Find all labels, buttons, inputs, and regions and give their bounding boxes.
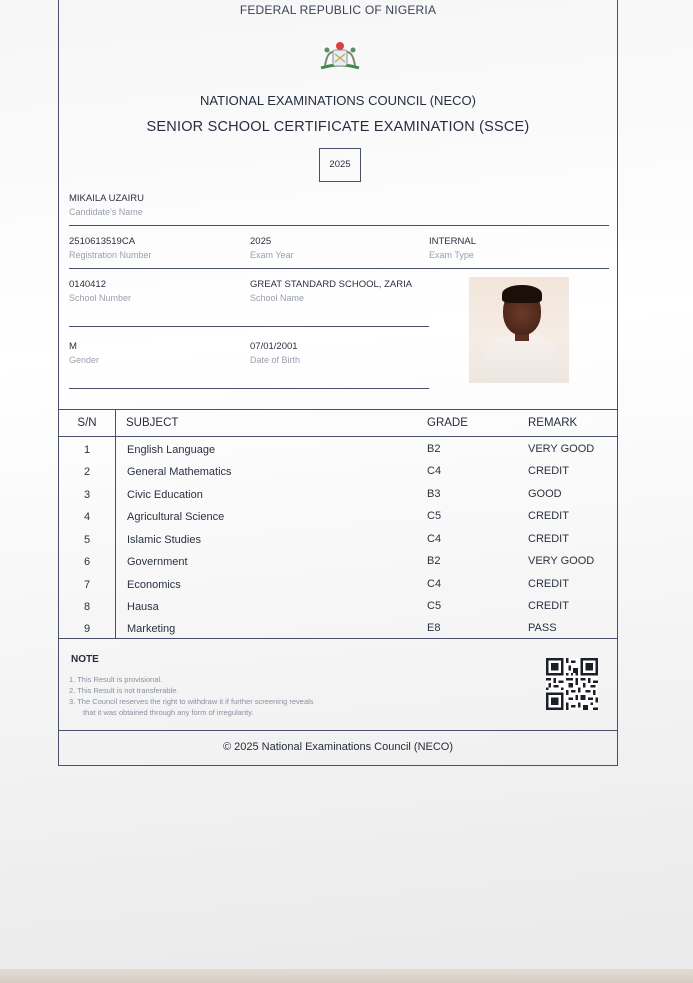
row-remark: CREDIT	[528, 600, 569, 612]
exam-type: INTERNAL	[429, 236, 476, 247]
row-grade: B2	[427, 555, 441, 567]
table-column-divider	[115, 409, 116, 638]
footer-divider	[59, 730, 617, 731]
council-title: NATIONAL EXAMINATIONS COUNCIL (NECO)	[200, 93, 476, 108]
column-header-grade: GRADE	[427, 417, 468, 429]
row-sn: 5	[83, 534, 91, 546]
school-name: GREAT STANDARD SCHOOL, ZARIA	[250, 279, 413, 290]
row-subject: English Language	[127, 444, 216, 456]
row-grade: B2	[427, 443, 441, 455]
row-sn: 7	[83, 579, 91, 591]
column-header-subject: SUBJECT	[126, 417, 179, 429]
row-grade: C4	[427, 533, 442, 545]
row-sn: 3	[83, 489, 91, 501]
row-remark: CREDIT	[528, 510, 569, 522]
date-of-birth: 07/01/2001	[250, 341, 298, 352]
row-subject: Islamic Studies	[127, 534, 201, 546]
row-grade: C4	[427, 578, 442, 590]
year-box: 2025	[319, 148, 361, 182]
column-header-sn: S/N	[77, 417, 97, 429]
coat-of-arms-icon	[317, 38, 363, 72]
registration-number-label: Registration Number	[69, 250, 152, 260]
exam-title: SENIOR SCHOOL CERTIFICATE EXAMINATION (SSCE)	[146, 119, 530, 135]
exam-type-label: Exam Type	[429, 250, 474, 260]
school-name-label: School Name	[250, 293, 305, 303]
school-number-label: School Number	[69, 293, 132, 303]
row-sn: 2	[83, 466, 91, 478]
table-header-border	[59, 436, 617, 437]
exam-year: 2025	[250, 236, 272, 247]
divider	[69, 326, 429, 327]
row-subject: Marketing	[127, 623, 176, 635]
row-grade: C5	[427, 510, 442, 522]
exam-year-label: Exam Year	[250, 250, 294, 260]
row-sn: 1	[83, 444, 91, 456]
column-header-remark: REMARK	[528, 417, 578, 429]
row-sn: 8	[83, 601, 91, 613]
qr-code-icon	[546, 658, 598, 710]
gender-label: Gender	[69, 355, 100, 365]
row-sn: 6	[83, 556, 91, 568]
row-remark: PASS	[528, 622, 557, 634]
gender: M	[69, 341, 77, 352]
divider	[69, 225, 609, 226]
row-remark: VERY GOOD	[528, 555, 595, 567]
certificate-frame	[58, 0, 618, 766]
country-heading: FEDERAL REPUBLIC OF NIGERIA	[239, 3, 437, 17]
row-remark: CREDIT	[528, 578, 569, 590]
divider	[69, 388, 429, 389]
date-of-birth-label: Date of Birth	[250, 355, 301, 365]
table-top-border	[59, 409, 617, 410]
row-subject: Economics	[127, 579, 181, 591]
row-grade: C5	[427, 600, 442, 612]
row-grade: E8	[427, 622, 441, 634]
table-bottom-border	[59, 638, 617, 639]
candidate-photo	[469, 277, 569, 383]
row-remark: VERY GOOD	[528, 443, 595, 455]
row-remark: CREDIT	[528, 465, 569, 477]
row-sn: 9	[83, 623, 91, 635]
registration-number: 2510613519CA	[69, 236, 136, 247]
footer-copyright: © 2025 National Examinations Council (NECO)	[222, 741, 454, 753]
row-grade: C4	[427, 465, 442, 477]
row-remark: GOOD	[528, 488, 562, 500]
note-item: that it was obtained through any form of irregularity.	[83, 708, 254, 717]
row-subject: General Mathematics	[127, 466, 232, 478]
row-remark: CREDIT	[528, 533, 569, 545]
row-subject: Hausa	[127, 601, 159, 613]
divider	[69, 268, 609, 269]
row-subject: Agricultural Science	[127, 511, 225, 523]
school-number: 0140412	[69, 279, 106, 290]
row-sn: 4	[83, 511, 91, 523]
row-grade: B3	[427, 488, 441, 500]
note-item: 2. This Result is not transferable.	[69, 686, 179, 695]
row-subject: Civic Education	[127, 489, 203, 501]
note-item: 1. This Result is provisional.	[69, 675, 163, 684]
candidate-name: MIKAILA UZAIRU	[69, 193, 144, 204]
row-subject: Government	[127, 556, 188, 568]
note-item: 3. The Council reserves the right to withdraw it if further screening reveals	[69, 697, 314, 706]
candidate-name-label: Candidate's Name	[69, 207, 143, 217]
note-title: NOTE	[71, 654, 99, 665]
